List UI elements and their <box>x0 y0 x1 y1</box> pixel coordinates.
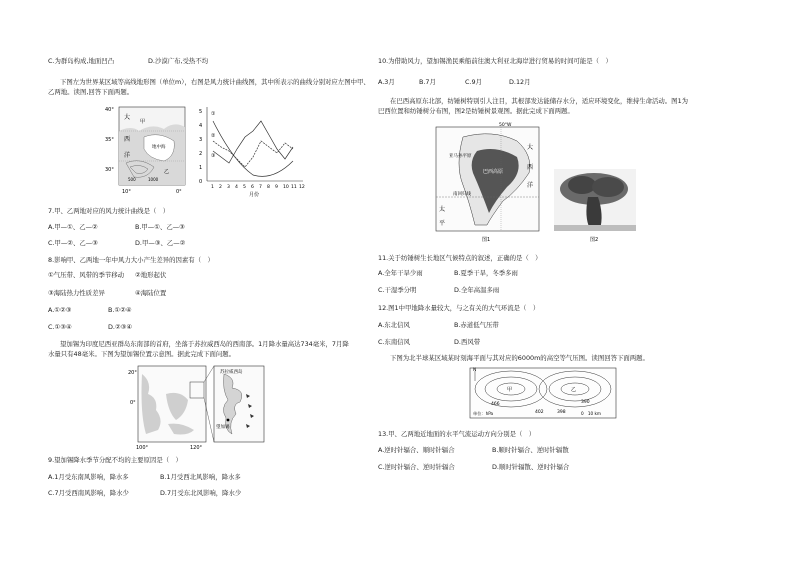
isobar-value-398: 398 <box>557 410 566 415</box>
q11-option-d: D.全年高温多雨 <box>454 286 500 294</box>
map1-lat-35: 35° <box>105 137 114 143</box>
chart1-x-tick: 9 <box>275 185 278 190</box>
chart1-x-tick: 7 <box>259 185 262 190</box>
chart1-y-tick: 1 <box>199 165 203 171</box>
makassar-location-map <box>128 364 268 450</box>
q13-option-a: A.逆时针辐合、顺时针辐合 <box>378 446 455 454</box>
q8-option-d: D.②③④ <box>108 323 133 331</box>
fig1-label-xi: 西 <box>527 164 534 171</box>
q6-option-d: D.沙漠广布,受热不均 <box>148 57 209 65</box>
map1-contour-1000: 1000 <box>148 177 159 182</box>
q13-stem: 13.甲、乙两地近地面的水平气流运动方向分别是（ ） <box>378 430 536 438</box>
chart1-curve-1 <box>213 121 293 176</box>
q12-option-d: D.西风带 <box>454 338 481 346</box>
q8-item-2: ②地形起伏 <box>135 271 167 279</box>
intro3-line1: 在巴西高原东北部，纺锤树特别引人注目，其根部发达能储存水分，适应环境变化，维持生命活动。图1为 <box>390 97 689 105</box>
q13-option-b: B.顺时针辐合、逆时针辐散 <box>492 446 569 454</box>
q8-stem: 8.影响甲、乙两地一年中风力大小产生差异的因素有（ ） <box>48 256 214 264</box>
intro4-line: 下图为北半球某区域某时刻海平面与其对应的6000m的高空等气压图。读图回答下面两题。 <box>390 354 649 362</box>
isobar-value-390: 390 <box>581 400 590 405</box>
fig1-label-tai: 太 <box>439 206 446 213</box>
q7-option-a: A.甲—①、乙—② <box>48 223 98 231</box>
q10-option-c: C.9月 <box>465 78 482 86</box>
chart1-x-tick: 6 <box>251 185 254 190</box>
q12-stem: 12.图1中甲地降水量较大，与之有关的大气环流是（ ） <box>378 304 540 312</box>
chart1-label-3: ③ <box>211 153 216 159</box>
chart1-x-tick: 1 <box>211 185 214 190</box>
q7-option-c: C.甲—②、乙—③ <box>48 239 98 247</box>
intro2-line1: 望加锡为印度尼西亚群岛东南部的首府，坐落于苏拉威西岛的西南部。1月降水量高达734毫米，7月降 <box>60 340 349 348</box>
fig1-caption: 图1 <box>482 237 491 243</box>
map1-label-yi: 乙 <box>164 169 170 175</box>
fig1-label-yang: 洋 <box>527 182 534 189</box>
chart1-x-tick: 8 <box>267 185 270 190</box>
chart1-y-tick: 3 <box>199 137 203 143</box>
q8-option-b: B.①②④ <box>108 306 132 314</box>
fig1-label-da: 大 <box>527 144 534 151</box>
map1-contour-500: 500 <box>128 177 136 182</box>
q8-option-a: A.①②③ <box>48 306 72 314</box>
chart1-x-tick: 2 <box>219 185 222 190</box>
q6-option-c: C.为群岛构成,地面凹凸 <box>48 57 115 65</box>
bottle-tree-photo <box>552 167 638 245</box>
chart1-x-tick: 10 <box>283 185 289 190</box>
map2-lat-20: 20° <box>128 370 137 376</box>
q11-option-c: C.干湿季分明 <box>378 286 417 294</box>
brazil-location-map <box>433 121 543 243</box>
q12-option-b: B.赤道低气压带 <box>454 321 499 329</box>
q10-option-b: B.7月 <box>419 78 436 86</box>
chart1-x-tick: 12 <box>299 185 305 190</box>
isobar-unit: 单位：hPa <box>473 411 494 416</box>
q10-option-d: D.12月 <box>509 78 531 86</box>
q7-option-b: B.甲—①、乙—③ <box>135 223 185 231</box>
q9-option-d: D.7月受东北风影响，降水少 <box>160 489 242 497</box>
isobar-label-jia: 甲 <box>507 387 513 393</box>
q7-option-d: D.甲—③、乙—② <box>135 239 186 247</box>
intro1-line1: 下图左为世界某区域等高线地形图（单位m），右图是风力统计曲线图，其中所表示的曲线分别对应左图中甲、 <box>60 78 370 86</box>
chart1-y-tick: 2 <box>199 151 203 157</box>
map1-label-xi: 西 <box>124 136 131 143</box>
fig1-label-brazil: 巴西高原 <box>483 169 504 175</box>
chart1-y-tick: 5 <box>199 109 203 115</box>
wind-force-chart <box>193 101 308 197</box>
q13-option-c: C.逆时针辐合、逆时针辐合 <box>378 463 455 471</box>
map2-label-makassar: 望加锡 <box>216 425 230 430</box>
q12-option-c: C.东南信风 <box>378 338 411 346</box>
map1-lon-0: 0° <box>176 189 182 194</box>
chart1-label-2: ② <box>211 133 216 139</box>
map1-label-yang: 洋 <box>124 152 131 159</box>
isobar-north-label: N <box>473 368 477 373</box>
map2-lon-100: 100° <box>136 445 149 450</box>
isobar-label-yi: 乙 <box>571 387 577 393</box>
map2-lon-120: 120° <box>190 445 203 450</box>
q13-option-d: D.顺时针辐散、逆时针辐合 <box>492 463 570 471</box>
q8-item-3: ③海陆热力性质差异 <box>48 289 105 297</box>
isobar-scale: 0 10 km <box>581 411 602 416</box>
intro3-line2: 巴西位置和纺锤树分布图，图2是纺锤树景观图。据此完成下面两题。 <box>378 107 574 115</box>
fig2-caption: 图2 <box>590 237 599 243</box>
chart1-y-tick: 4 <box>199 123 203 129</box>
chart1-x-tick: 3 <box>227 185 230 190</box>
q9-stem: 9.望加锡降水季节分配不均的主要原因是（ ） <box>48 456 182 464</box>
chart1-y-tick: 0 <box>199 179 203 185</box>
q11-option-a: A.全年干旱少雨 <box>378 269 423 277</box>
intro2-line2: 水量只有48毫米。下图为望加锡位置示意图。据此完成下面问题。 <box>48 350 236 358</box>
fig1-label-amazon: 亚马孙平原 <box>449 154 472 159</box>
map2-lat-0: 0° <box>130 400 136 406</box>
map1-label-da: 大 <box>124 114 131 121</box>
fig1-lon-50w: 50°W <box>499 123 512 128</box>
chart1-x-tick: 11 <box>291 185 297 190</box>
chart1-x-tick: 4 <box>235 185 238 190</box>
map1-label-jia: 甲 <box>140 119 146 125</box>
chart1-x-tick: 5 <box>243 185 246 190</box>
isobar-value-402: 402 <box>535 410 544 415</box>
map1-label-sea: 地中海 <box>152 145 166 150</box>
map1-lon-10: 10° <box>122 189 131 194</box>
q11-option-b: B.夏季干旱，冬季多雨 <box>454 269 518 277</box>
q9-option-a: A.1月受东南风影响，降水多 <box>48 473 129 481</box>
right-column <box>378 0 794 562</box>
map1-lat-40: 40° <box>105 107 114 113</box>
map1-lat-30: 30° <box>105 167 114 173</box>
q9-option-c: C.7月受西南风影响，降水少 <box>48 489 129 497</box>
chart1-label-1: ① <box>211 111 216 117</box>
q9-option-b: B.1月受西北风影响，降水多 <box>160 473 241 481</box>
fig1-label-ping: 平 <box>439 220 446 227</box>
q7-stem: 7.甲、乙两地对应的风力统计曲线是（ ） <box>48 207 170 215</box>
q8-item-1: ①气压带、风带的季节移动 <box>48 271 125 279</box>
q10-stem: 10.为借助风力，望加锡渔民乘船前往澳大利亚北海岸进行贸易的时间可能是（ ） <box>378 57 612 65</box>
chart1-xlabel: 月份 <box>249 192 260 197</box>
intro1-line2: 乙两地。读图,回答下面两题。 <box>48 88 134 96</box>
isobar-value-466: 466 <box>491 402 500 407</box>
q10-option-a: A.3月 <box>378 78 395 86</box>
q8-item-4: ④海陆位置 <box>135 289 167 297</box>
q12-option-a: A.东北信风 <box>378 321 410 329</box>
fig1-label-tropic: 南回归线 <box>453 192 471 197</box>
q11-stem: 11.关于纺锤树生长地区气候特点的叙述，正确的是（ ） <box>378 254 542 262</box>
contour-map <box>104 101 190 194</box>
q8-option-c: C.①③④ <box>48 323 72 331</box>
isobar-map <box>469 367 617 419</box>
map2-label-sulawesi: 苏拉威西岛 <box>220 370 243 375</box>
